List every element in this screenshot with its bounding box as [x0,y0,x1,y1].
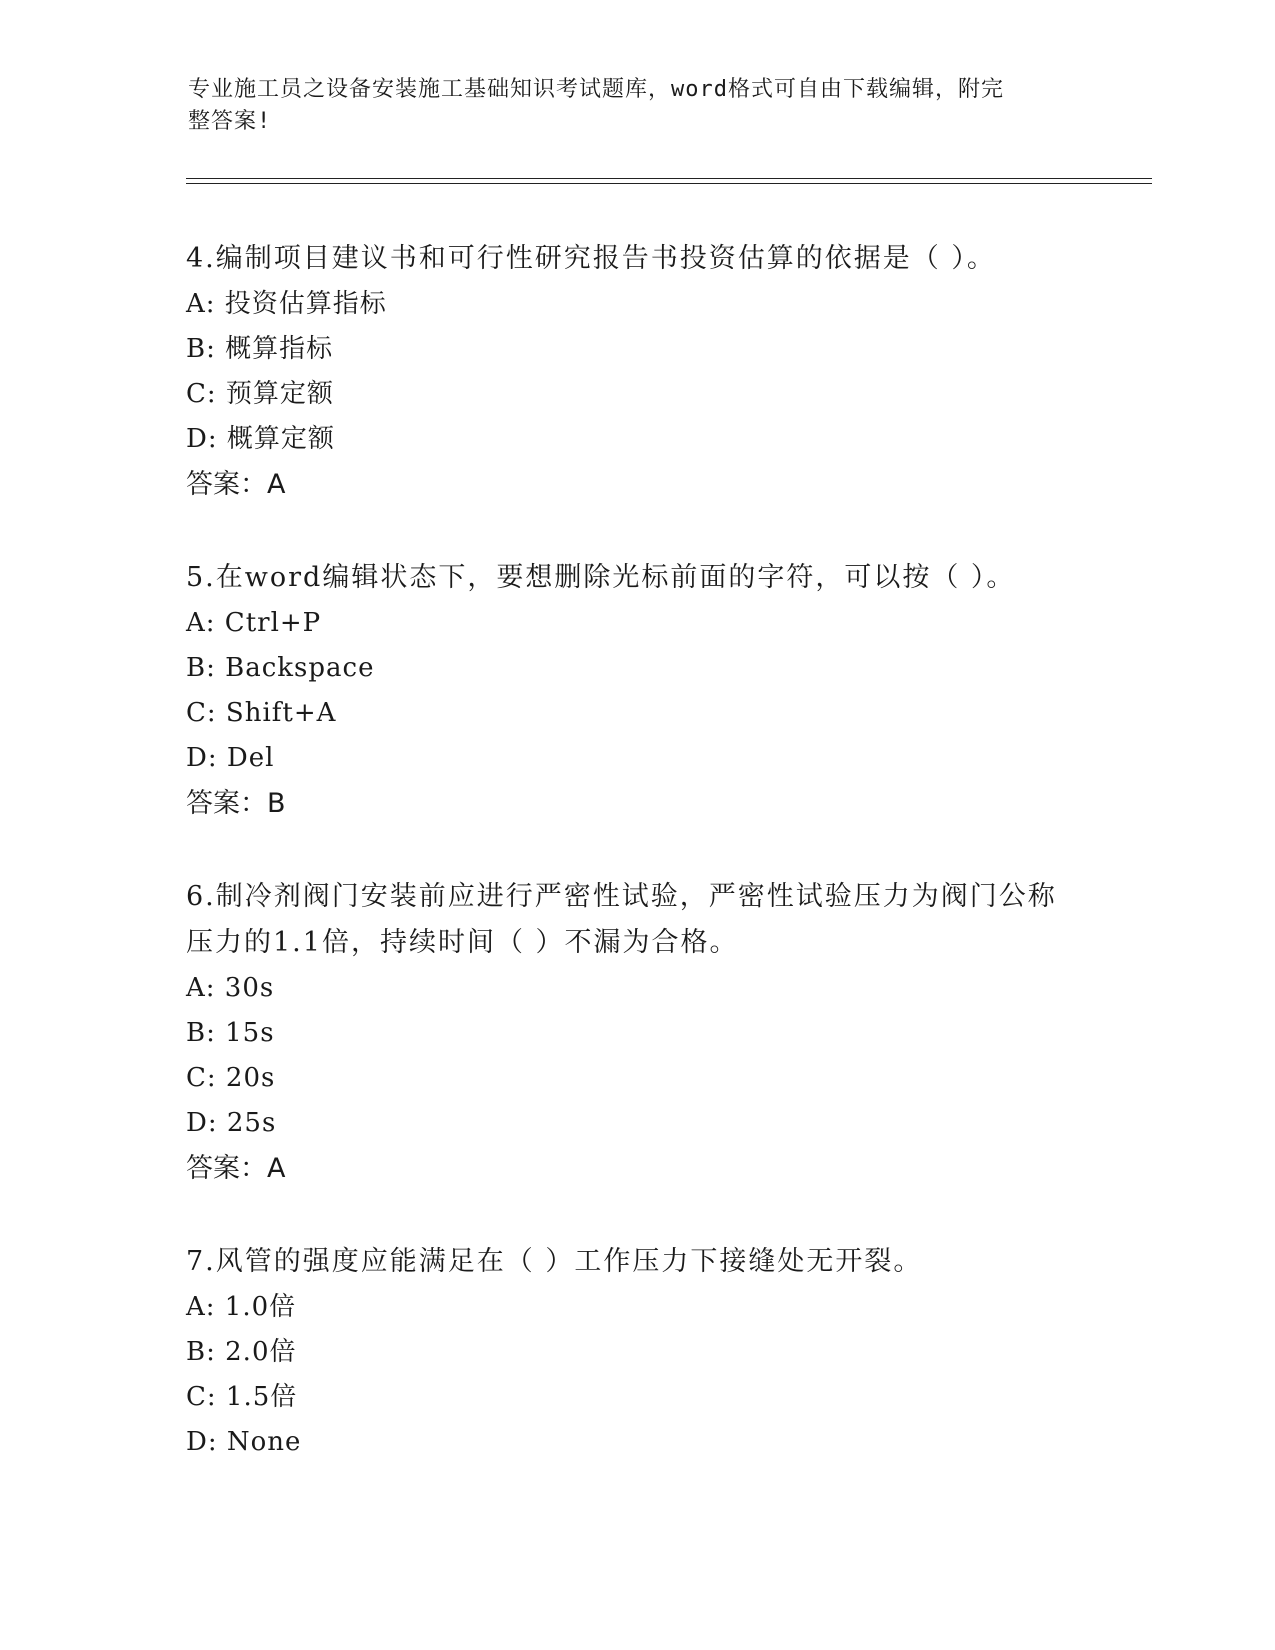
answer-option: A: Ctrl+P [186,608,322,638]
answer-option: D: None [186,1427,302,1457]
answer-key: 答案：B [186,788,286,819]
answer-key: 答案：A [186,1153,286,1184]
document-header [188,74,1088,138]
question-stem: 5.在word编辑状态下，要想删除光标前面的字符，可以按（ ）。 [186,562,1016,593]
answer-option: B: 2.0倍 [186,1337,297,1367]
question-block [186,236,1086,508]
answer-option: B: 概算指标 [186,334,334,364]
answer-option: C: 1.5倍 [186,1382,298,1412]
answer-option: A: 投资估算指标 [186,289,387,319]
answer-key: 答案：A [186,469,286,500]
question-stem: 压力的1.1倍，持续时间（ ）不漏为合格。 [186,927,739,958]
question-block [186,874,1086,1192]
header-divider-bottom [186,183,1152,184]
answer-option: C: 预算定额 [186,379,334,409]
answer-option: D: 概算定额 [186,424,335,454]
header-line-1: 专业施工员之设备安装施工基础知识考试题库，word格式可自由下载编辑，附完 [188,77,1004,102]
answer-option: B: Backspace [186,653,375,683]
answer-option: A: 30s [186,973,275,1003]
question-list [186,236,1086,1512]
answer-option: D: 25s [186,1108,277,1138]
answer-option: C: Shift+A [186,698,337,728]
question-block [186,1239,1086,1465]
header-divider-top [186,178,1152,179]
answer-option: A: 1.0倍 [186,1292,297,1322]
question-stem: 6.制冷剂阀门安装前应进行严密性试验，严密性试验压力为阀门公称 [186,881,1057,912]
question-stem: 7.风管的强度应能满足在（ ）工作压力下接缝处无开裂。 [186,1246,923,1277]
answer-option: C: 20s [186,1063,276,1093]
answer-option: D: Del [186,743,275,773]
answer-option: B: 15s [186,1018,275,1048]
header-line-2: 整答案! [188,109,272,134]
question-stem: 4.编制项目建议书和可行性研究报告书投资估算的依据是（ ）。 [186,243,996,274]
question-block [186,555,1086,827]
